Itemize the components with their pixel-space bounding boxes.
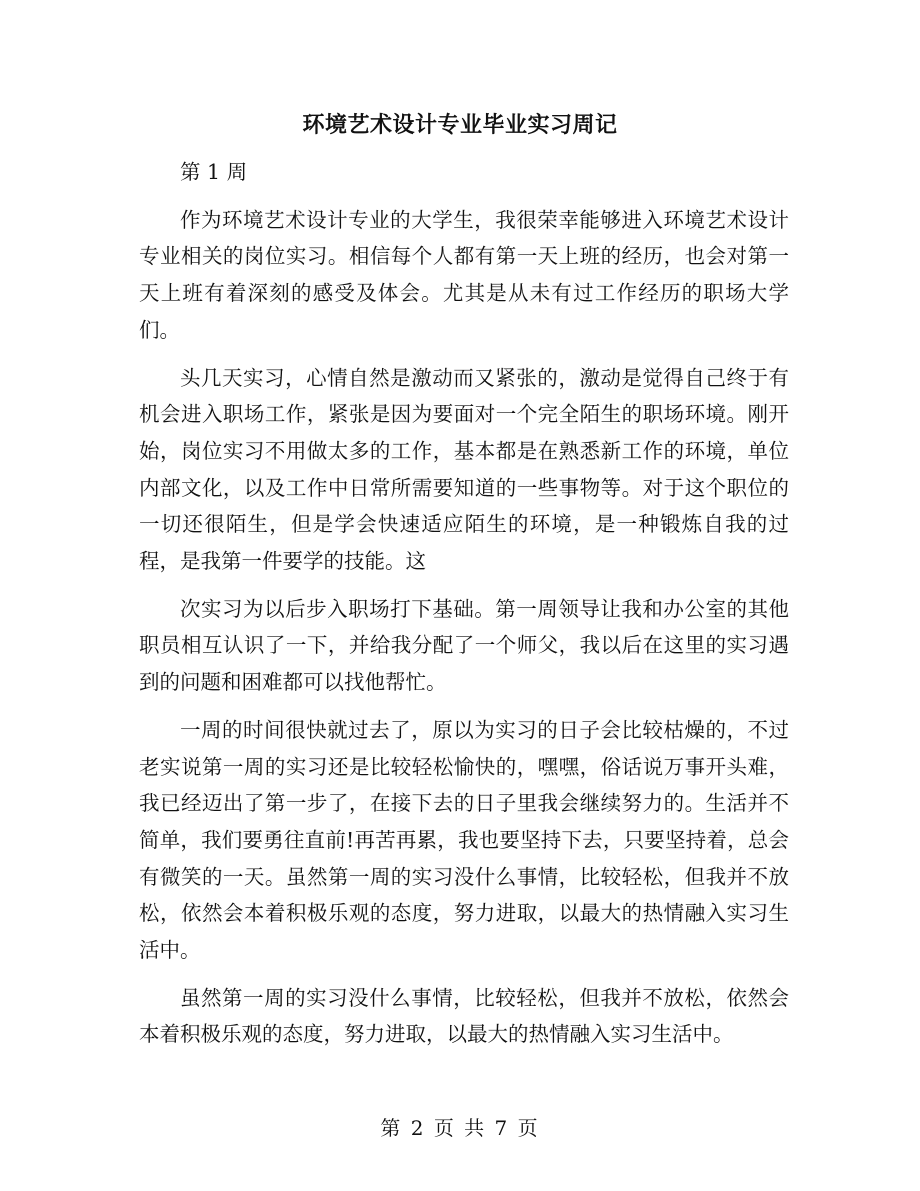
paragraph-3: 次实习为以后步入职场打下基础。第一周领导让我和办公室的其他职员相互认识了一下，并给我分配了一个师父，我以后在这里的实习遇到的问题和困难都可以找他帮忙。 xyxy=(139,596,789,695)
paragraph-2: 头几天实习，心情自然是激动而又紧张的，激动是觉得自己终于有机会进入职场工作，紧张是因为要面对一个完全陌生的职场环境。刚开始，岗位实习不用做太多的工作，基本都是在熟悉新工作的环境，单位内部文化，以及工作中日常所需要知道的一些事物等。对于这个职位的一切还很陌生，但是学会快速适应陌生的环境，是一种锻炼自我的过程，是我第一件要学的技能。这 xyxy=(139,365,789,574)
paragraph-1: 作为环境艺术设计专业的大学生，我很荣幸能够进入环境艺术设计专业相关的岗位实习。相信每个人都有第一天上班的经历，也会对第一天上班有着深刻的感受及体会。尤其是从未有过工作经历的职场大学们。 xyxy=(139,207,789,342)
paragraph-4: 一周的时间很快就过去了，原以为实习的日子会比较枯燥的，不过老实说第一周的实习还是比较轻松愉快的，嘿嘿，俗话说万事开头难，我已经迈出了第一步了，在接下去的日子里我会继续努力的。生活并不简单，我们要勇往直前!再苦再累，我也要坚持下去，只要坚持着，总会有微笑的一天。虽然第一周的实习没什么事情，比较轻松，但我并不放松，依然会本着积极乐观的态度，努力进取，以最大的热情融入实习生活中。 xyxy=(139,717,789,963)
document-title: 环境艺术设计专业毕业实习周记 xyxy=(302,112,618,138)
page-number-footer: 第 2 页 共 7 页 xyxy=(380,1116,540,1140)
week-label: 第 1 周 xyxy=(180,160,248,184)
paragraph-5: 虽然第一周的实习没什么事情，比较轻松，但我并不放松，依然会本着积极乐观的态度，努力进取，以最大的热情融入实习生活中。 xyxy=(139,985,789,1047)
document-body xyxy=(139,154,789,1053)
